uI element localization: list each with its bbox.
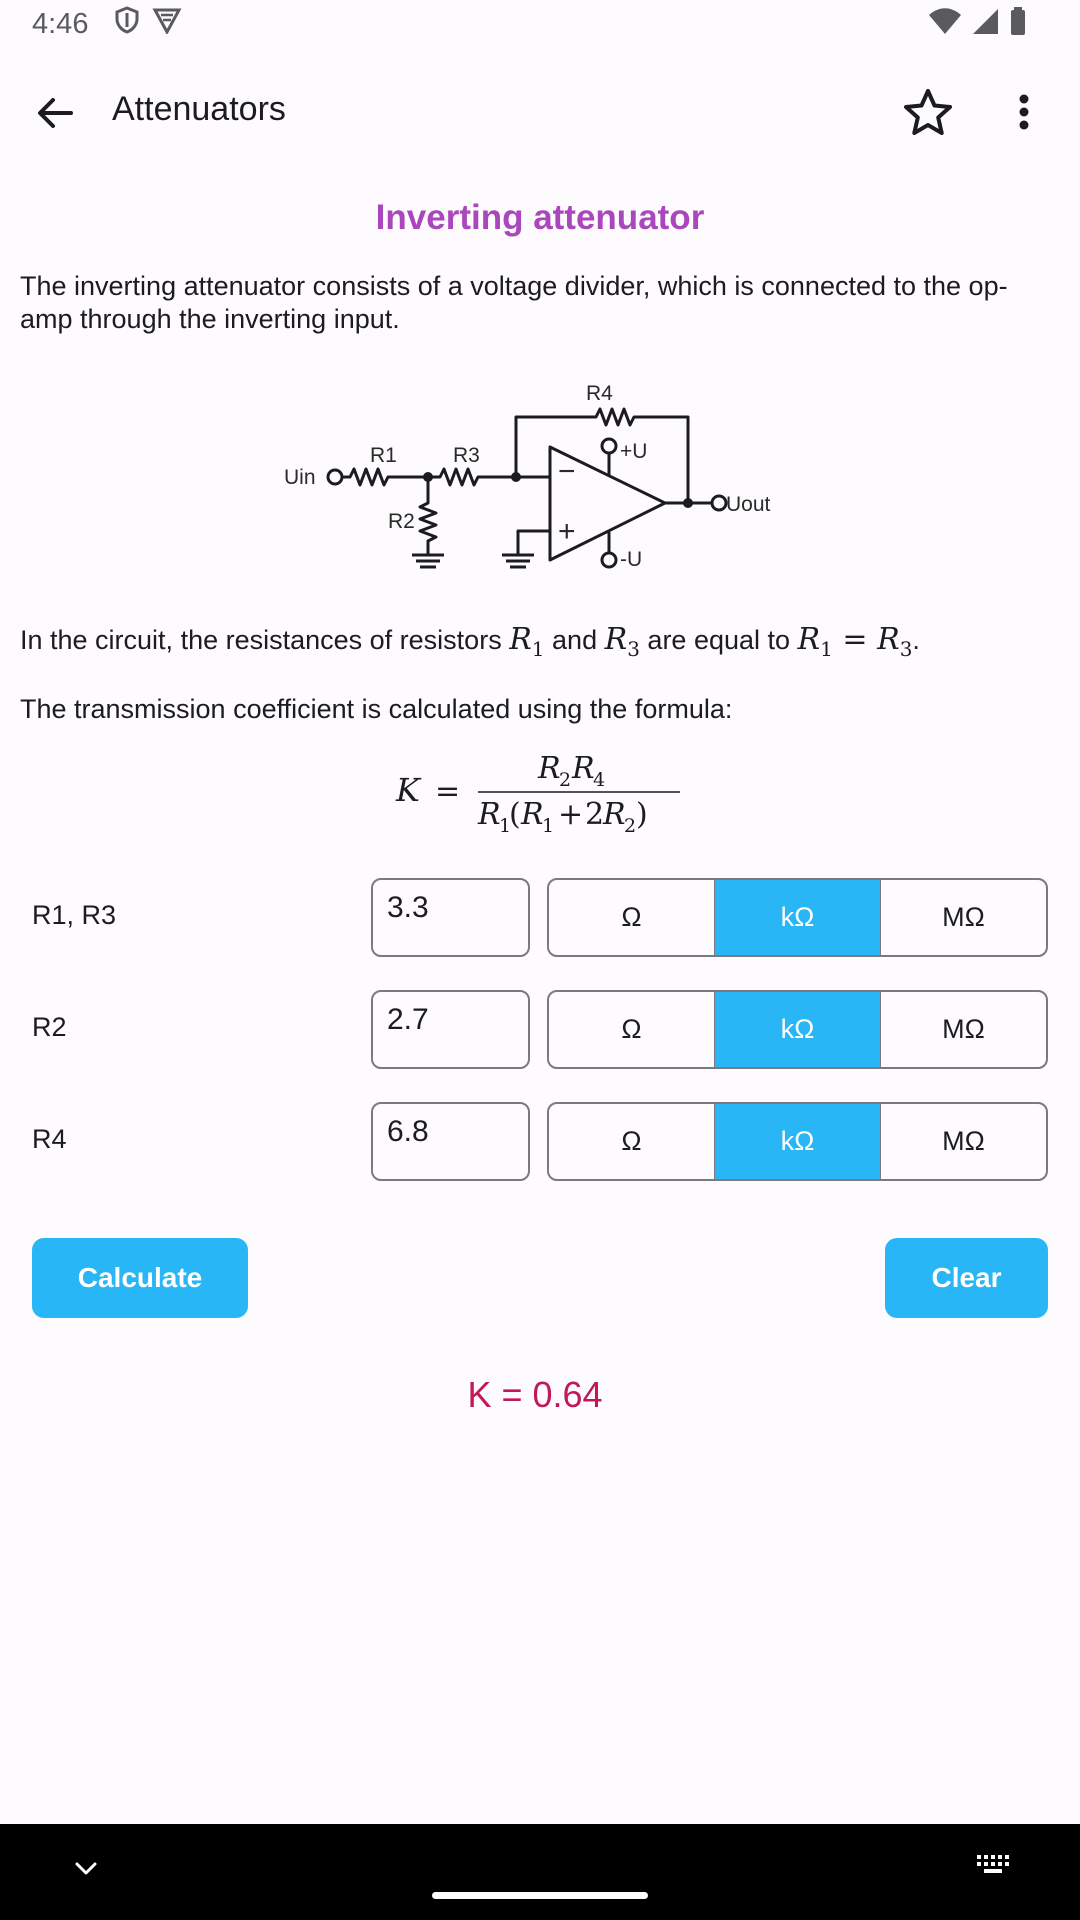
svg-text:R: R [572,751,595,786]
row-label: R1, R3 [32,900,117,930]
row-label: R4 [32,1124,67,1154]
unit-ohm-button[interactable]: Ω [549,992,715,1067]
svg-text:4: 4 [593,769,606,791]
page-title: Inverting attenuator [375,198,705,237]
keyboard-icon[interactable] [976,1852,1012,1876]
r1-r3-unit-selector [547,878,1048,957]
input-row-r1-r3 [0,878,1080,958]
r2-value-input[interactable] [371,990,530,1069]
chevron-down-icon[interactable] [70,1856,102,1880]
r4-unit-selector [547,1102,1048,1181]
formula-intro: The transmission coefficient is calculated using the formula: [20,694,733,724]
clear-button[interactable]: Clear [885,1238,1048,1318]
circuit-label-minus-u: -U [620,548,643,571]
svg-text:(: ( [509,797,521,832]
arrow-back-icon [35,95,75,131]
signal-icon [970,7,1000,43]
app-title: Attenuators [112,90,286,128]
status-bar [0,0,1080,48]
back-button[interactable] [30,88,80,138]
circuit-label-uout: Uout [726,493,771,516]
input-row-r4 [0,1102,1080,1182]
app-bar [0,72,1080,152]
circuit-label-r1: R1 [370,444,397,467]
status-bar-left [32,6,182,42]
star-outline-icon [903,88,953,136]
wifi-icon [928,7,962,43]
equality-text-2: and [544,625,605,655]
circuit-diagram [280,375,800,580]
svg-text:2: 2 [624,815,637,836]
row-label: R2 [32,1012,67,1042]
home-gesture-handle[interactable] [432,1892,648,1899]
math-r1: $R_1$ [509,622,545,661]
svg-text:R: R [521,797,544,832]
more-vert-icon [1018,94,1030,130]
unit-ohm-button[interactable]: Ω [549,1104,715,1179]
formula [390,744,690,836]
unit-mohm-button[interactable]: MΩ [942,1126,985,1156]
vpn-icon [152,6,182,42]
circuit-label-r2: R2 [388,510,415,533]
svg-text:=: = [435,774,461,809]
unit-kohm-button[interactable]: kΩ [715,992,881,1067]
op-amp-minus-sign: − [558,455,576,488]
svg-text:2: 2 [585,797,605,832]
svg-text:+: + [558,797,584,832]
circuit-label-plus-u: +U [620,440,648,463]
more-options-button[interactable] [1000,84,1048,140]
op-amp-plus-sign: + [558,515,576,548]
status-bar-right [928,6,1028,44]
equality-text-1: In the circuit, the resistances of resistors [20,625,510,655]
result-text: K = 0.64 [467,1374,603,1415]
svg-text:K: K [396,771,420,809]
favorite-button[interactable] [900,84,956,140]
r4-value-input[interactable] [371,1102,530,1181]
input-row-r2 [0,990,1080,1070]
svg-text:R: R [538,751,561,786]
equality-statement [20,622,1060,661]
equality-text-3: are equal to [639,625,798,655]
equality-text-4: . [912,625,920,655]
svg-text:1: 1 [542,815,555,836]
battery-icon [1008,6,1028,44]
unit-kohm-button[interactable]: kΩ [715,1104,881,1179]
unit-mohm-button[interactable]: MΩ [942,1014,985,1044]
math-r1-equals-r3: $R_1 = R_3$ [797,622,913,661]
r1-r3-value-input[interactable] [371,878,530,957]
svg-text:1: 1 [499,815,512,836]
unit-mohm-button[interactable]: MΩ [942,902,985,932]
unit-ohm-button[interactable]: Ω [549,880,715,955]
circuit-label-uin: Uin [284,466,316,489]
unit-kohm-button[interactable]: kΩ [715,880,881,955]
status-time: 4:46 [32,7,89,40]
circuit-label-r3: R3 [453,444,480,467]
navigation-bar [0,1824,1080,1920]
math-r3: $R_3$ [604,622,640,661]
shield-icon [114,6,140,42]
r2-unit-selector [547,990,1048,1069]
svg-text:R: R [603,797,626,832]
circuit-label-r4: R4 [586,382,613,405]
svg-text:R: R [478,797,501,832]
svg-text:2: 2 [559,769,572,791]
calculate-button[interactable]: Calculate [32,1238,248,1318]
svg-text:): ) [636,797,648,832]
intro-text: The inverting attenuator consists of a voltage divider, which is connected to the op-amp through the inverting input. [20,271,1008,334]
